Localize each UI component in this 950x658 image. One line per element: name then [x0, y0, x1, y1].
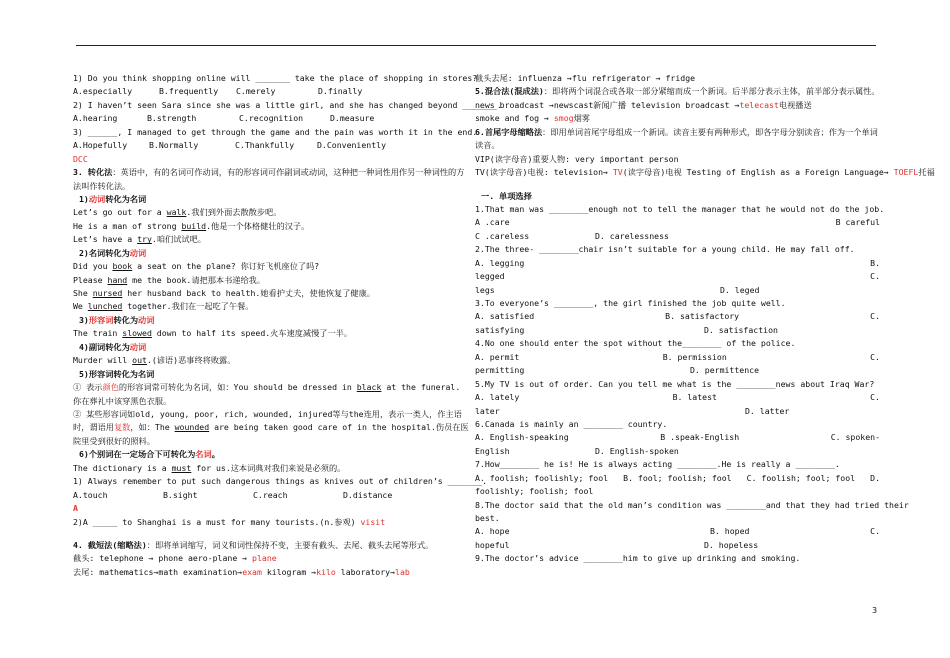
example-line — [73, 233, 471, 246]
example-line — [73, 206, 471, 219]
key-word: build — [181, 220, 207, 231]
example-text: The dictionary is a — [73, 462, 172, 473]
example-line — [475, 99, 880, 112]
option: C.Thankfully — [235, 140, 295, 151]
example-text: for us.这本词典对我们来说是必须的。 — [191, 462, 346, 473]
answer-options: foolishly; foolish; fool — [475, 486, 594, 497]
highlight-term: 动词 — [138, 314, 155, 325]
example-line — [73, 462, 471, 475]
example-text: He is a man of strong — [73, 220, 182, 231]
highlight-term: 颜色 — [102, 382, 119, 393]
example-text: .他是一个体格健壮的汉子。 — [206, 220, 310, 231]
highlight-term: 动词 — [88, 193, 106, 204]
option: B.frequently — [159, 86, 219, 97]
example-line — [73, 327, 471, 340]
example-text: She — [73, 288, 93, 299]
key-word: slowed — [122, 328, 152, 339]
option: C.reach — [253, 489, 288, 500]
example-text: .我们到外面去散散步吧。 — [186, 207, 282, 218]
option: A .care — [475, 217, 510, 228]
highlight-term: 动词 — [129, 247, 147, 258]
highlight-term: lab — [395, 566, 410, 577]
example-line: VIP(读字母音)重要人物: very important person — [475, 153, 679, 164]
option: C.merely — [236, 86, 276, 97]
section-title: 3. 转化法 — [73, 167, 113, 178]
subheading — [73, 448, 471, 461]
question-text: 2.The three- ________chair isn’t suitable for a young child. He may fall off. — [475, 244, 855, 255]
spacer — [475, 180, 880, 190]
example-text: Let’s go out for a — [73, 207, 167, 218]
question-text: 4.No one should enter the spot without the________ of the police. — [475, 338, 796, 349]
highlight-term: exam — [242, 566, 262, 577]
highlight-term: smog — [553, 113, 574, 124]
example-text: 电视播送 — [778, 99, 812, 110]
key-word: book — [112, 261, 133, 272]
question-text: 3.To everyone’s ________, the girl finished the job quite well. — [475, 298, 786, 309]
example-text: We — [73, 301, 88, 312]
example-text: ，如：The — [130, 422, 175, 433]
example-line — [73, 220, 471, 233]
section-text: ：即将两个词混合或各取一部分紧缩而成一个新词。后半部分表示主体，前半部分表示属性。 — [543, 86, 880, 97]
section-title: 5.混合法(混成法) — [475, 86, 544, 97]
highlight-term: 形容词 — [88, 314, 114, 325]
option: A. permit — [475, 351, 520, 362]
example-text: Murder will — [73, 355, 133, 366]
option: D.measure — [330, 113, 375, 124]
section-title: 4. 截短法(缩略法) — [73, 539, 147, 550]
option: B .speak-English — [660, 432, 740, 443]
example-text: down to half its speed.火车速度减慢了一半。 — [151, 328, 353, 339]
option: A. satisfied — [475, 311, 535, 322]
option: B. — [870, 257, 880, 268]
option: B careful — [835, 217, 880, 228]
answer-options — [475, 257, 880, 270]
question-text: 3) ______, I managed to get through the game and the pain was worth it in the end. — [73, 126, 478, 137]
option: C .careless — [475, 230, 530, 241]
example-text: kilogram → — [261, 566, 317, 577]
question-text: 1) Always remember to put such dangerous things as knives out of children’s _______. — [73, 476, 488, 487]
subheading-prefix: 1) — [79, 193, 89, 204]
answer-options — [475, 310, 880, 323]
question-text: 9.The doctor’s advice ________him to give up drinking and smoking. — [475, 553, 801, 564]
subheading-prefix: 4)副词转化为 — [79, 341, 130, 352]
example-text: 2)A _____ to Shanghai is a must for many tourists.(n.参观) — [73, 516, 361, 527]
key-word: out — [132, 355, 147, 366]
answer-options — [475, 472, 880, 485]
highlight-term: telecast — [739, 99, 779, 110]
exercise-heading: 一. 单项选择 — [481, 190, 532, 201]
option: A.especially — [73, 86, 133, 97]
option: B. fool; foolish; fool — [623, 472, 732, 483]
example-paragraph — [73, 408, 471, 448]
spacer — [73, 529, 471, 539]
option: D.distance — [343, 489, 393, 500]
example-text: ① 表示 — [73, 382, 103, 393]
answer-options — [475, 351, 880, 364]
answer-options — [475, 525, 880, 538]
example-line: 截头去尾: influenza →flu refrigerator → fridge — [475, 73, 696, 83]
key-word: must — [171, 462, 192, 473]
option: hopeful — [475, 539, 510, 550]
option: satisfying — [475, 324, 525, 335]
option: C. — [870, 311, 880, 322]
example-line: 你在葬礼中该穿黑色衣服。 — [73, 395, 172, 406]
example-text: smoke and fog → — [475, 113, 554, 124]
question-text: 5.My TV is out of order. Can you tell me what is the ________news about Iraq War? — [475, 378, 875, 389]
example-text: 的形容词常可转化为名词，如：You should be dressed in — [118, 382, 357, 393]
section-text: ：即用单词首尾字母组成一个新词。读音主要有两种形式，即各字母分别读音；作为一个单词读音。 — [475, 126, 878, 151]
subheading-prefix: 6)个别词在一定场合下可转化为 — [79, 449, 196, 460]
option: D. permittence — [690, 365, 760, 376]
option: D. carelessness — [595, 230, 669, 241]
example-line — [73, 552, 471, 565]
answer-options — [475, 324, 880, 337]
option: A. lately — [475, 392, 520, 403]
answer-key: DCC — [73, 153, 88, 164]
section-paragraph — [73, 166, 471, 193]
option: B. hoped — [710, 526, 750, 537]
option: D. hopeless — [704, 539, 759, 550]
example-text: are being taken good care of in the hospital.伤员在医院里受到很好的照料。 — [73, 422, 469, 446]
highlight-term: 复数 — [113, 422, 131, 433]
option: D. — [870, 472, 880, 483]
example-text: (读字母音)电视 Testing of English as a Foreign Language→ — [622, 167, 894, 178]
question-text: 8.The doctor said that the old man’s condition was ________and that they had tried their — [475, 499, 909, 510]
subheading: 5)形容词转化为名词 — [79, 368, 155, 379]
section-text: ：即将单词缩写，词义和词性保持不变，主要有截头、去尾、截头去尾等形式。 — [146, 539, 434, 550]
example-text: The train — [73, 328, 123, 339]
question-text — [73, 516, 471, 529]
example-text: her husband back to health.她看护丈夫，使他恢复了健康。 — [122, 288, 375, 299]
question-text: 6.Canada is mainly an ________ country. — [475, 418, 668, 429]
example-text: Please — [73, 274, 108, 285]
option: C. — [870, 271, 880, 282]
answer-options — [73, 139, 471, 152]
key-word: try — [137, 234, 152, 245]
example-line — [475, 112, 880, 125]
highlight-term: kilo — [316, 566, 336, 577]
key-word: black — [356, 382, 382, 393]
example-text: me the book.请把那本书递给我。 — [127, 274, 266, 285]
example-text: 去尾: mathematics→math examination→ — [73, 566, 243, 577]
option: permitting — [475, 365, 525, 376]
option: English — [475, 445, 510, 456]
option: C. foolish; fool; fool — [746, 472, 856, 483]
question-text: 7.How________ he is! He is always acting ________.He is really a ________. — [475, 459, 840, 470]
option: D. leged — [720, 284, 760, 295]
option: later — [475, 405, 500, 416]
subheading-mid: 转化为 — [113, 314, 139, 325]
highlight-term: plane — [252, 553, 277, 564]
key-word: walk — [166, 207, 187, 218]
subheading-suffix: 。 — [211, 449, 220, 460]
subheading — [73, 193, 471, 206]
right-column — [475, 72, 935, 566]
answer-key: A — [73, 503, 78, 514]
key-word: wounded — [174, 422, 210, 433]
answer-options — [475, 216, 880, 229]
subheading-suffix: 转化为名词 — [105, 193, 147, 204]
section-title: 6.首尾字母缩略法 — [475, 126, 543, 137]
answer-options — [475, 445, 880, 458]
example-line — [73, 287, 471, 300]
example-text: .(谚语)恶事终将败露。 — [146, 355, 236, 366]
example-line — [73, 354, 471, 367]
answer-options — [475, 230, 880, 243]
subheading — [73, 247, 471, 260]
answer-options — [475, 539, 880, 552]
example-text: 托福 — [918, 167, 935, 178]
highlight-term: TV — [612, 167, 623, 178]
section-text: ：英语中，有的名词可作动词，有的形容词可作副词或动词，这种把一种词性用作另一种词性的方法叫作转化法。 — [73, 167, 465, 191]
subheading — [73, 341, 471, 354]
option: D. satisfaction — [704, 324, 778, 335]
question-text: best. — [475, 513, 500, 524]
subheading-prefix: 2)名词转化为 — [79, 247, 130, 258]
option: C. spoken- — [830, 432, 880, 443]
highlight-term: 动词 — [129, 341, 147, 352]
answer-options — [475, 270, 880, 283]
example-text: laboratory→ — [335, 566, 396, 577]
answer-options — [475, 391, 880, 404]
example-text: ② 某些形容词如old, young, poor, rich, wounded, injured等与the连用，表示一类人，作主语时，谓语用 — [73, 408, 462, 433]
example-line — [73, 300, 471, 313]
example-text: a seat on the plane? 你订好飞机座位了吗? — [132, 261, 320, 272]
key-word: nursed — [92, 288, 123, 299]
option: C. — [870, 351, 880, 362]
option: A. English-speaking — [475, 432, 569, 443]
answer-options — [73, 85, 471, 98]
section-paragraph — [73, 539, 471, 552]
answer-options — [475, 284, 880, 297]
example-text: 烟雾 — [573, 113, 590, 124]
option: legs — [475, 284, 495, 295]
option: A. foolish; foolishly; fool — [475, 472, 609, 483]
example-line — [73, 566, 471, 579]
option: D.Conveniently — [317, 140, 387, 151]
section-paragraph — [475, 126, 880, 153]
answer-options — [475, 405, 880, 418]
option: B.sight — [163, 489, 198, 500]
option: A.hearing — [73, 113, 118, 124]
example-text: .咱们试试吧。 — [151, 234, 206, 245]
option: A. legging — [475, 257, 525, 268]
example-line — [475, 166, 935, 179]
option: legged — [475, 271, 505, 282]
key-word: lunched — [87, 301, 123, 312]
subheading-prefix: 3) — [79, 314, 89, 325]
answer-options — [475, 364, 880, 377]
option: B. satisfactory — [665, 311, 740, 322]
highlight-term: 名词 — [195, 449, 212, 460]
example-text: 截头: telephone → phone aero-plane → — [73, 553, 253, 564]
answer-options — [73, 112, 471, 125]
example-line — [73, 260, 471, 273]
page-number: 3 — [872, 606, 878, 615]
example-line — [73, 381, 471, 394]
option: A. hope — [475, 526, 510, 537]
key-word: hand — [107, 274, 128, 285]
answer-options — [475, 431, 880, 444]
option: A.touch — [73, 489, 108, 500]
example-line — [73, 274, 471, 287]
option: A.Hopefully — [73, 140, 128, 151]
option: B.strength — [147, 113, 197, 124]
option: D.finally — [318, 86, 363, 97]
example-text: Let’s have a — [73, 234, 138, 245]
section-paragraph — [475, 85, 880, 98]
example-text: together.我们在一起吃了午餐。 — [122, 301, 254, 312]
answer-word: visit — [360, 516, 386, 527]
answer-options — [73, 489, 471, 502]
question-text: 2) I haven’t seen Sara since she was a little girl, and she has changed beyond _______. — [73, 99, 502, 110]
option: B.Normally — [149, 140, 199, 151]
option: B. latest — [672, 392, 717, 403]
subheading — [73, 314, 471, 327]
question-text: 1.That man was ________enough not to tell the manager that he would not do the job. — [475, 203, 885, 214]
option: C. — [870, 526, 880, 537]
option: C.recognition — [239, 113, 304, 124]
option: D. latter — [745, 405, 790, 416]
example-text: news broadcast →newscast新闻广播 television broadcast → — [475, 99, 740, 110]
highlight-term: TOEFL — [893, 167, 919, 178]
question-text: 1) Do you think shopping online will _______ take the place of shopping in stores? — [73, 73, 478, 83]
option: D. English-spoken — [595, 445, 679, 456]
option: B. permission — [662, 351, 727, 362]
example-text: at the funeral. — [381, 382, 461, 393]
example-text: TV(读字母音)电视: television→ — [475, 167, 613, 178]
header-rule — [76, 45, 876, 46]
option: C. — [870, 392, 880, 403]
example-text: Did you — [73, 261, 113, 272]
